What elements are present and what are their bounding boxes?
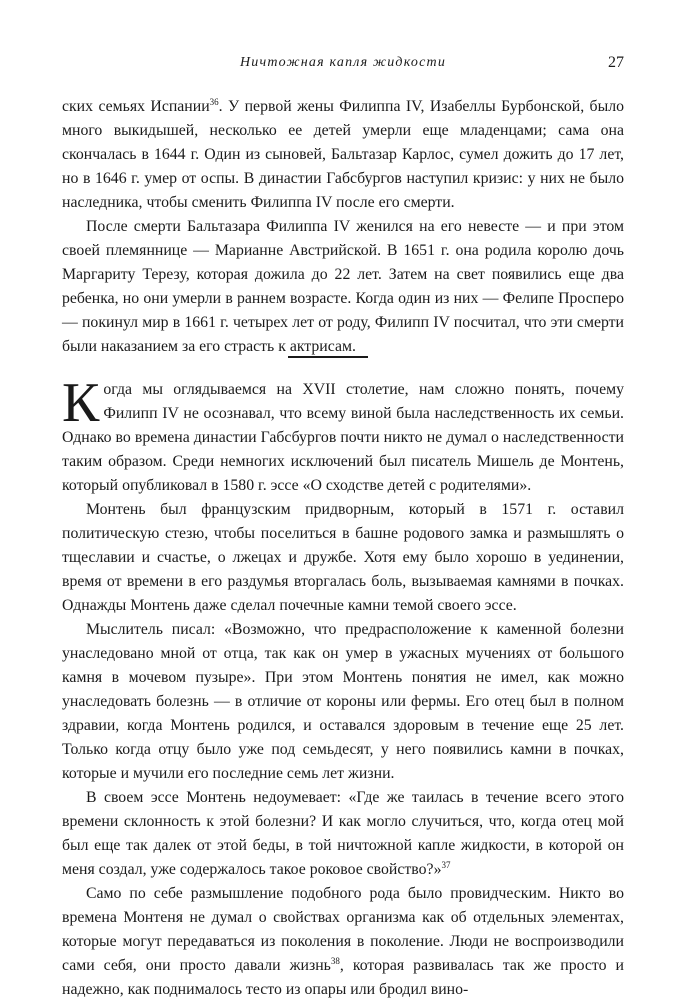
page-number: 27 [608,54,624,71]
paragraph: Мыслитель писал: «Возможно, что предрасположение к каменной болезни унаследовано мной от отца, так как он умер в ужасных мучениях от большого камня в мочевом пузыре». При этом Монтень понятия не имел, как можно унаследовать болезнь — в отличие от короны или фермы. Его отец был в полном здравии, когда Монтень родился, и оставался здоровым в течение еще 25 лет. Только когда отцу было уже под семьдесят, у него появились камни в почках, которые и мучили его последние семь лет жизни. [62,621,624,782]
paragraph: Монтень был французским придворным, который в 1571 г. оставил политическую стезю, чтобы поселиться в башне родового замка и размышлять о тщеславии и счастье, о лжецах и дружбе. Хотя ему было хорошо в уединении, время от времени в его раздумья вторгалась боль, вызываемая камнями в почках. Однажды Монтень даже сделал почечные камни темой своего эссе. [62,501,624,614]
paragraph: Когда мы оглядываемся на XVII столетие, нам сложно понять, почему Филипп IV не осознавал, что всему виной была наследственность их семьи. Однако во времена династии Габсбургов почти никто не думал о наследственности таким образом. Среди немногих исключений был писатель Мишель де Монтень, который опубликовал в 1580 г. эссе «О сходстве детей с родителями». [62,372,624,494]
footnote-ref[interactable]: 37 [441,860,451,870]
footnote-ref[interactable]: 38 [330,956,340,966]
paragraph: ских семьях Испании$^{36}$. У первой жены Филиппа IV, Изабеллы Бурбонской, было много выкидышей, несколько ее детей умерли еще младенцами; сама она скончалась в 1644 г. Один из сыновей, Бальтазар Карлос, сумел дожить до 17 лет, но в 1646 г. умер от оспы. В династии Габсбургов наступил кризис: у них не было наследника, чтобы сменить Филиппа IV после его смерти. [62,97,624,211]
paragraph: В своем эссе Монтень недоумевает: «Где же таилась в течение всего этого времени склонность к этой болезни? И как могло случиться, что, когда отец мой был еще так далек от этой беды, в той ничтожной капле жидкости, в которой он меня создал, уже содержалось такое роковое свойство?»$^{37}$ [62,789,624,878]
paragraph: После смерти Бальтазара Филиппа IV женился на его невесте — и при этом своей племяннице — Марианне Австрийской. В 1651 г. она родила королю дочь Маргариту Терезу, которая дожила до 22 лет. Затем на свет появились еще два ребенка, но они умерли в раннем возрасте. Когда один из них — Фелипе Просперо — покинул мир в 1661 г. четырех лет от роду, Филипп IV посчитал, что эти смерти были наказанием за его страсть к актрисам. [62,218,624,355]
section-two [62,372,624,1002]
running-title: Ничтожная капля жидкости [239,55,447,70]
section-divider [288,356,368,358]
footnote-ref[interactable]: 36 [209,97,219,107]
running-header [62,55,624,77]
section-one [62,95,624,359]
drop-cap: К [62,372,100,434]
paragraph: Само по себе размышление подобного рода было провидческим. Никто во времена Монтеня не думал о свойствах организма как об отдельных элементах, которые могут передаваться из поколения в поколение. Люди не воспроизводили сами себя, они просто давали жизнь$^{38}$, которая развивалась так же просто и надежно, как поднималось тесто из опары или бродил вино- [62,885,624,998]
